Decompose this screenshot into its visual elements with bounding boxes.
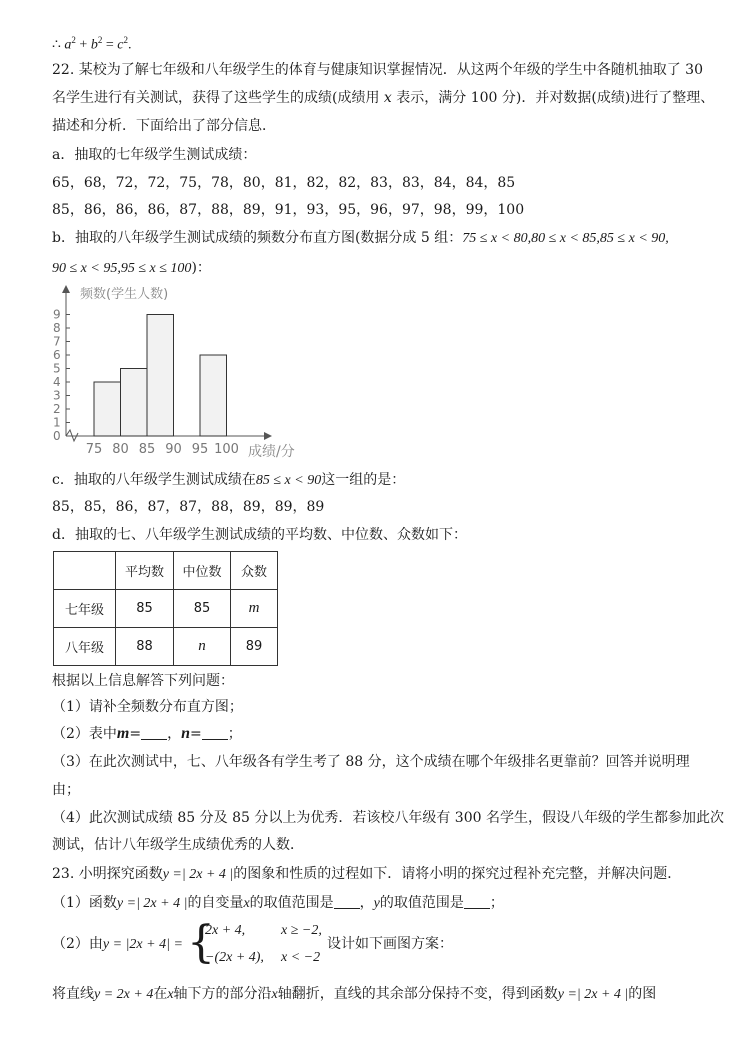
text: （2）表中	[52, 726, 117, 742]
var-a: a	[64, 37, 72, 53]
text: 的取值范围是	[379, 895, 464, 911]
q23-part-2-prefix	[52, 934, 183, 955]
y-tick-label: 7	[53, 334, 61, 349]
x-tick-label: 95	[191, 442, 209, 457]
q23-intro	[52, 864, 681, 885]
answer-blank[interactable]	[141, 725, 167, 740]
text: 这一组的是：	[321, 472, 406, 488]
table-corner-cell	[54, 552, 116, 590]
group-range: 85 ≤ x < 90	[255, 473, 322, 488]
frequency-histogram	[50, 283, 320, 463]
y-tick-label: 6	[53, 348, 61, 362]
header-mode: 众数	[231, 552, 278, 590]
text: b．抽取的八年级学生测试成绩的频数分布直方图(数据分成 5 组：	[52, 230, 463, 246]
function-expression: y =| 2x + 4 |	[116, 896, 188, 911]
y-tick-label: 0	[53, 429, 61, 443]
therefore-symbol: ∴	[52, 37, 61, 53]
y-tick-label: 1	[53, 415, 61, 430]
equals-sign: =	[190, 726, 202, 742]
answer-intro: 根据以上信息解答下列问题：	[52, 673, 234, 689]
sub-question-3-line-1: （3）在此次测试中，七、八年级各有学生考了 88 分，这个成绩在哪个年级排名更靠前？回答并说明理	[52, 754, 690, 770]
cell-mode: m	[231, 590, 278, 628]
text: （2）由	[52, 936, 103, 952]
header-median: 中位数	[174, 552, 231, 590]
text: )：	[191, 260, 211, 276]
function-expression: y =| 2x + 4 |	[162, 867, 234, 882]
x-tick-label: 90	[165, 442, 182, 457]
header-mean: 平均数	[116, 552, 174, 590]
exponent: 2	[97, 35, 103, 45]
var-b: b	[90, 37, 98, 53]
text: 表示，满分 100 分)．并对数据(成绩)进行了整理、	[391, 90, 715, 106]
stats-table	[53, 551, 278, 666]
x-axis-label: 成绩/分	[248, 444, 295, 460]
grade7-scores-row-1: 65，68，72，72，75，78，80，81，82，82，83，83，84，84，85	[52, 175, 516, 191]
text: ，	[167, 726, 182, 742]
y-tick-label: 2	[53, 402, 61, 416]
var-x: x	[167, 987, 174, 1002]
var-y: y	[373, 896, 380, 911]
group-ranges: 75 ≤ x < 80,80 ≤ x < 85,85 ≤ x < 90,	[462, 231, 669, 246]
cell-mean: 85	[116, 590, 174, 628]
y-axis-label: 频数(学生人数)	[80, 287, 169, 302]
q22-intro-line-2	[52, 88, 714, 108]
text: c．抽取的八年级学生测试成绩在	[52, 472, 256, 488]
equals-sign: =	[129, 726, 142, 742]
exponent: 2	[123, 35, 128, 45]
q22-intro-line-1: 22. 某校为了解七年级和八年级学生的体育与健康知识掌握情况．从这两个年级的学生中各随机抽取了 30	[52, 62, 703, 78]
var-x: x	[383, 90, 392, 106]
y-tick-label: 3	[53, 388, 61, 403]
y-tick-label: 5	[53, 361, 61, 376]
var-x: x	[271, 987, 278, 1002]
part-b-line-1	[52, 228, 669, 249]
part-c-scores: 85，85，86，87，87，88，89，89，89	[52, 499, 325, 515]
sub-question-1: （1）请补全频数分布直方图；	[52, 699, 243, 715]
row-label: 八年级	[54, 628, 116, 666]
cell-mean: 88	[116, 628, 174, 666]
plus-sign: +	[79, 37, 88, 53]
group-ranges: 90 ≤ x < 95,95 ≤ x ≤ 100	[52, 261, 192, 276]
var-x: x	[243, 896, 250, 911]
part-d-title: d．抽取的七、八年级学生测试成绩的平均数、中位数、众数如下：	[52, 527, 467, 543]
sub-question-4-line-1: （4）此次测试成绩 85 分及 85 分以上为优秀．若该校八年级有 300 名学生，假设八年级的学生都参加此次	[52, 810, 724, 826]
histogram-bar	[147, 315, 174, 437]
histogram-bar	[121, 369, 148, 437]
text: 将直线	[52, 986, 94, 1002]
text: 轴翻折，直线的其余部分保持不变，得到函数	[277, 986, 558, 1002]
table-row	[54, 590, 278, 628]
var-n: n	[181, 725, 191, 742]
q23-part-2-suffix: 设计如下画图方案：	[327, 936, 453, 952]
sub-question-2	[52, 724, 242, 744]
text: ；	[227, 726, 242, 742]
x-tick-label: 100	[214, 442, 239, 457]
cell-mode: 89	[231, 628, 278, 666]
text: 23. 小明探究函数	[52, 866, 163, 882]
x-tick-label: 85	[138, 442, 156, 457]
sub-question-3-line-2: 由；	[52, 782, 80, 798]
case-1-expression: 2x + 4,	[205, 923, 246, 938]
var-m: m	[116, 725, 130, 742]
part-a-title: a．抽取的七年级学生测试成绩：	[52, 147, 257, 163]
piecewise-brace: {	[187, 917, 215, 968]
grade7-scores-row-2: 85，86，86，86，87，88，89，91，93，95，96，97，98，99，100	[52, 202, 525, 218]
case-1-condition: x ≥ −2,	[281, 923, 322, 938]
text: 在	[153, 986, 168, 1002]
y-tick-label: 4	[53, 375, 61, 389]
text: 轴下方的部分沿	[173, 986, 272, 1002]
part-b-line-2	[52, 258, 211, 279]
histogram-bar	[200, 355, 227, 436]
x-tick-label: 75	[85, 442, 103, 457]
q23-last-line	[52, 984, 656, 1005]
text: ；	[489, 895, 504, 911]
q23-part-1: （1）函数y =| 2x + 4 |的自变量x的取值范围是 ，y的取值范围是 ；	[52, 895, 504, 911]
answer-blank[interactable]	[464, 894, 490, 909]
function-expression: y =| 2x + 4 |	[557, 987, 629, 1002]
row-label: 七年级	[54, 590, 116, 628]
case-2-expression: −(2x + 4),	[205, 950, 264, 965]
table-header-row	[54, 552, 278, 590]
line-expression: y = 2x + 4	[94, 987, 154, 1002]
text: 名学生进行有关测试，获得了这些学生的成绩(成绩用	[52, 90, 384, 106]
cell-median: n	[174, 628, 231, 666]
part-c-line	[52, 470, 405, 491]
var-c: c	[117, 37, 124, 53]
y-tick-label: 9	[53, 307, 61, 322]
period: .	[127, 37, 132, 53]
cell-median: 85	[174, 590, 231, 628]
text: 的图	[628, 986, 657, 1002]
answer-blank[interactable]	[202, 725, 228, 740]
case-2-condition: x < −2	[281, 950, 321, 965]
function-expression: y = |2x + 4| =	[102, 937, 183, 952]
text: 的自变量	[187, 895, 244, 911]
q22-intro-line-3: 描述和分析．下面给出了部分信息．	[52, 118, 276, 134]
text: （1）函数	[52, 895, 117, 911]
y-tick-label: 8	[53, 321, 61, 335]
x-tick-label: 80	[112, 442, 129, 457]
sub-question-4-line-2: 测试，估计八年级学生成绩优秀的人数．	[52, 837, 304, 853]
text: 的取值范围是	[249, 895, 334, 911]
answer-blank[interactable]	[334, 894, 360, 909]
conclusion-line	[52, 30, 131, 56]
exponent: 2	[71, 35, 76, 45]
equals-sign: =	[105, 37, 114, 53]
histogram-bar	[94, 382, 121, 436]
text: 的图象和性质的过程如下．请将小明的探究过程补充完整，并解决问题．	[233, 866, 682, 882]
table-row	[54, 628, 278, 666]
